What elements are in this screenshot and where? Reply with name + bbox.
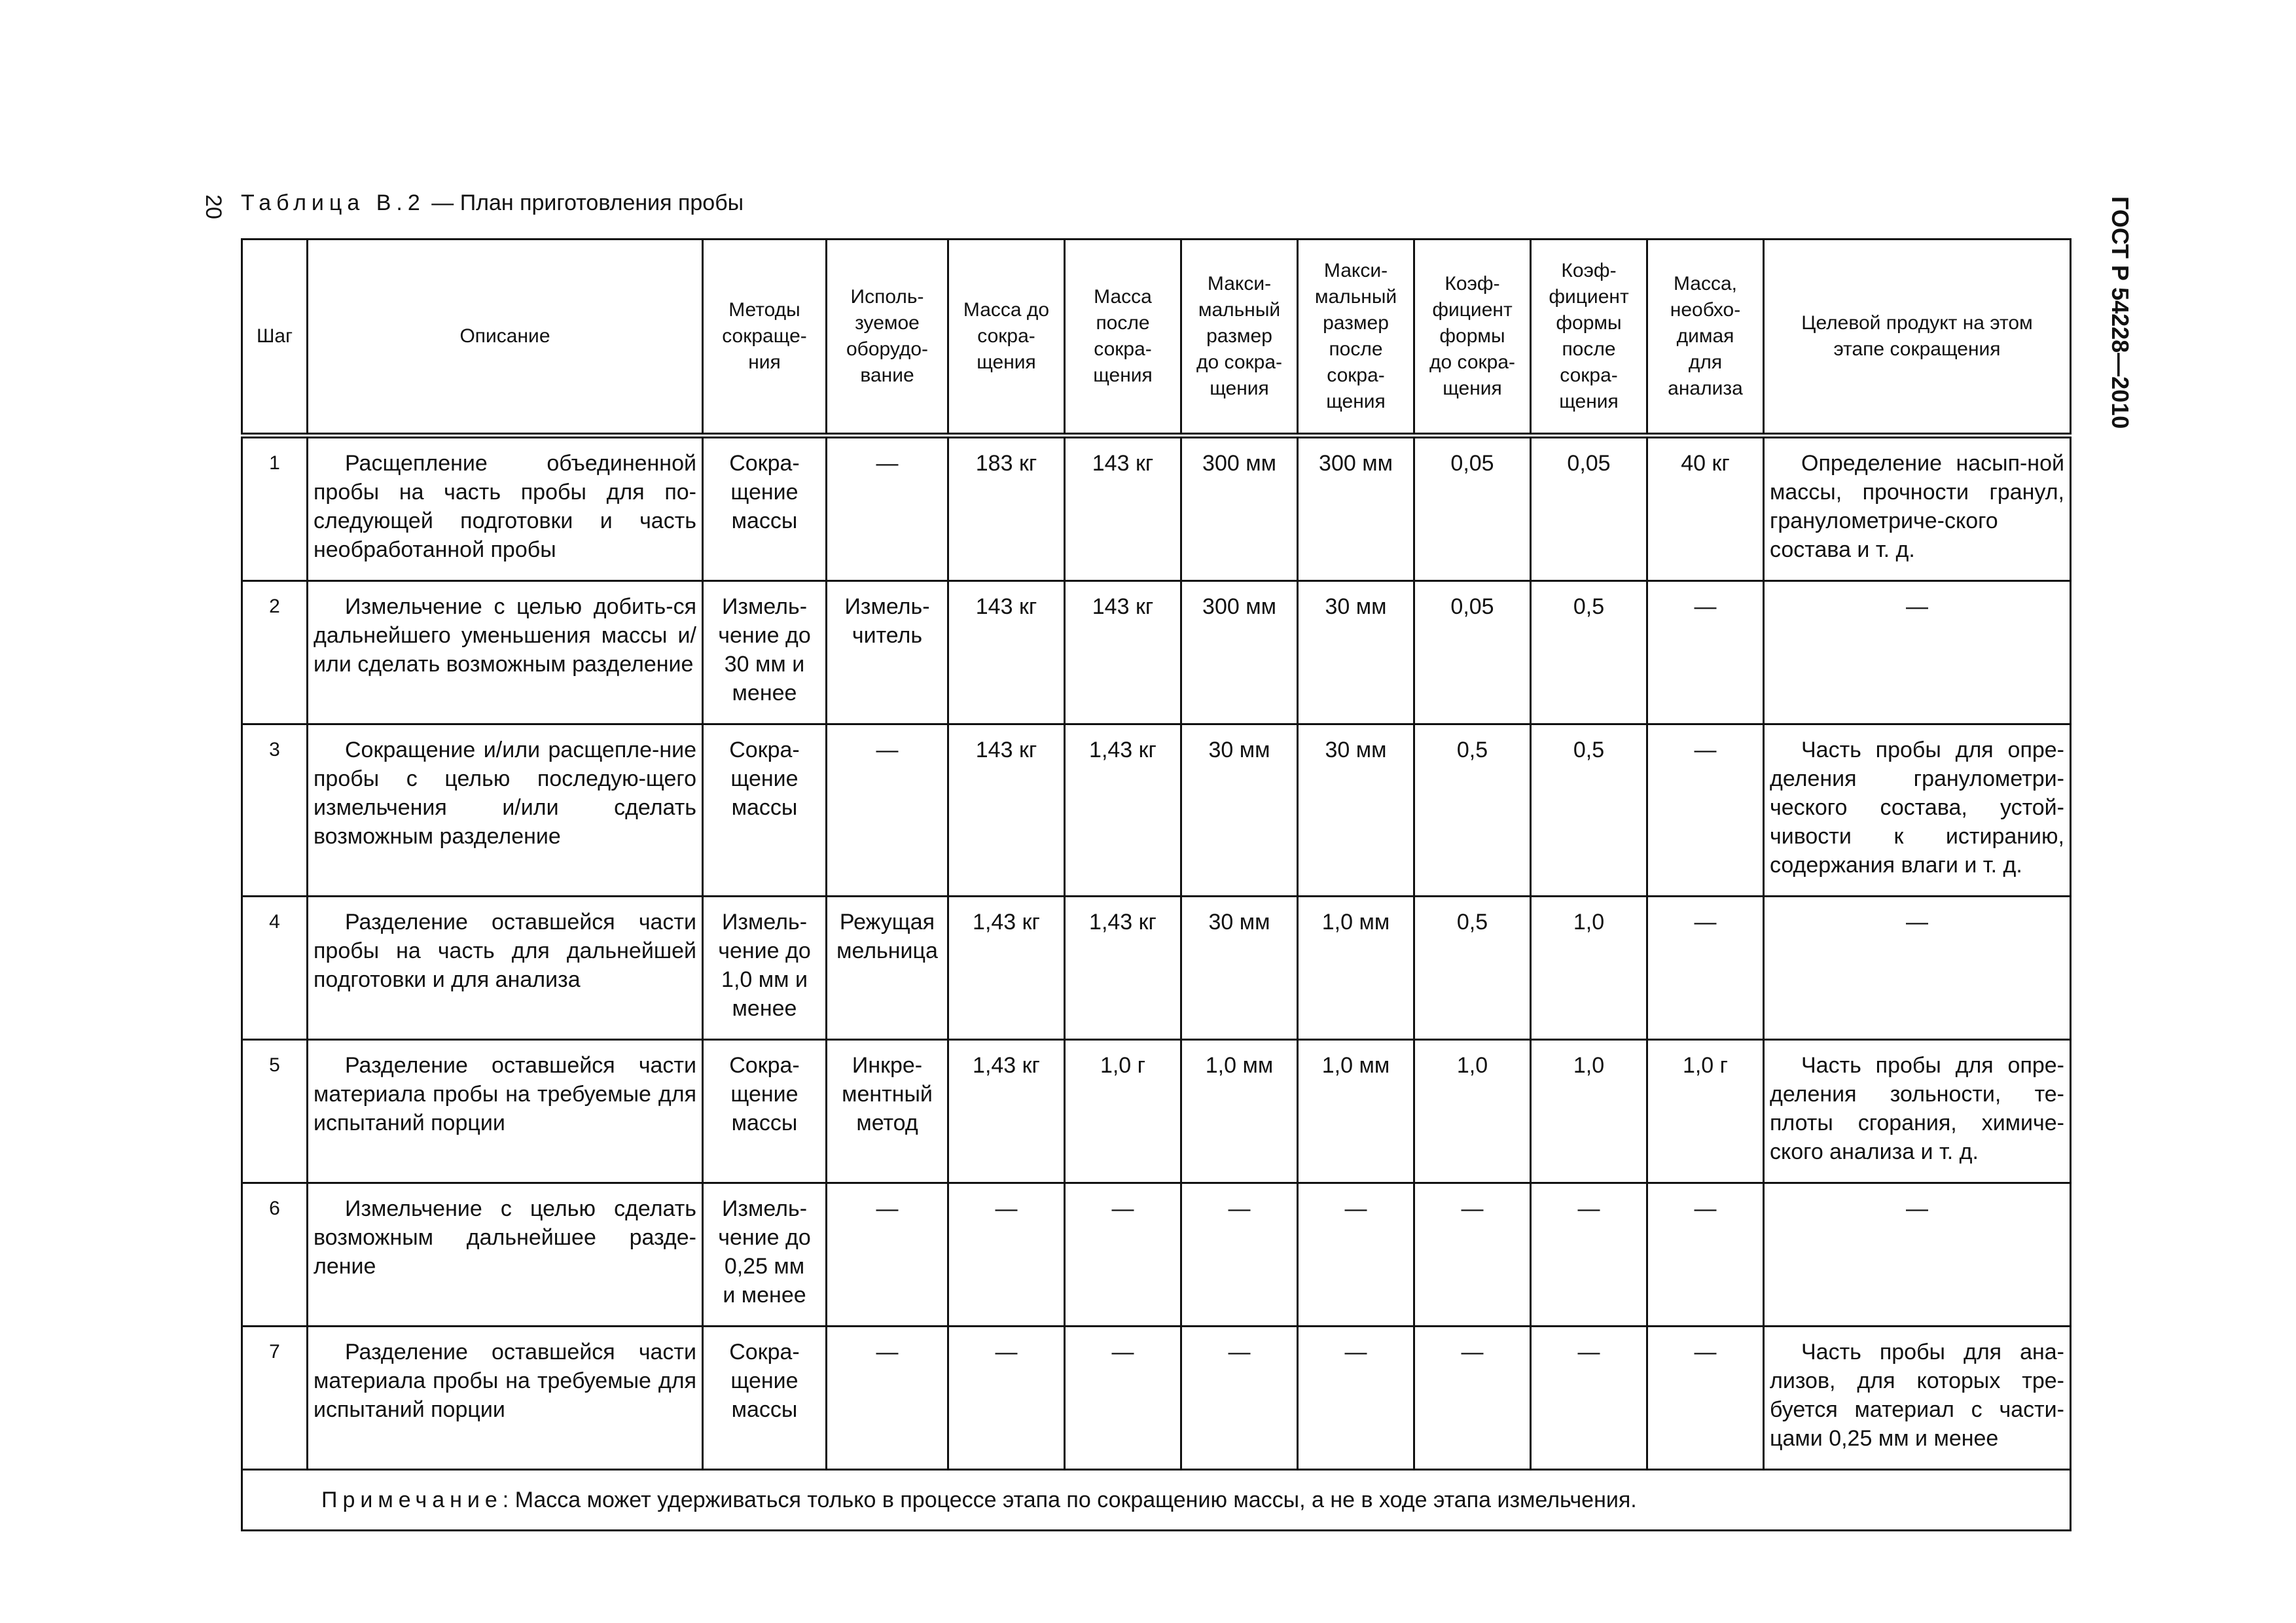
header-shape-coef-before	[1414, 240, 1531, 436]
equipment-cell	[827, 724, 948, 897]
cell-line: формы	[1556, 312, 1622, 334]
description-cell: Измельчение с целью сделать возможным дальнейшее разде-ление	[308, 1183, 703, 1327]
table-note-label: Примечание	[321, 1488, 503, 1512]
cell-line: Методы	[728, 299, 800, 321]
equipment-cell	[827, 581, 948, 724]
header-required-mass	[1647, 240, 1764, 436]
table-caption	[241, 190, 744, 216]
cell-line: мельница	[836, 938, 938, 963]
mass-before-cell: 183 кг	[948, 436, 1065, 581]
table-row	[242, 1183, 2071, 1327]
required-mass-cell: —	[1647, 581, 1764, 724]
mass-after-cell: —	[1065, 1183, 1181, 1327]
cell-line: сокраще-	[722, 325, 807, 347]
header-step: Шаг	[242, 240, 308, 436]
shape-coef-before-cell: —	[1414, 1327, 1531, 1470]
mass-before-cell: 143 кг	[948, 724, 1065, 897]
description-cell: Измельчение с целью добить-ся дальнейшего уменьшения массы и/или сделать возможным разделение	[308, 581, 703, 724]
cell-line: 0,25 мм	[724, 1254, 805, 1279]
cell-line: Измель-	[721, 594, 808, 619]
cell-line: мальный	[1198, 299, 1281, 321]
cell-line: после	[1329, 338, 1383, 360]
cell-line: щения	[977, 351, 1036, 373]
shape-coef-after-cell: 0,5	[1531, 581, 1647, 724]
required-mass-cell: 40 кг	[1647, 436, 1764, 581]
table-note	[242, 1470, 2071, 1531]
table-row	[242, 581, 2071, 724]
cell-line: и менее	[723, 1283, 806, 1308]
shape-coef-after-cell: —	[1531, 1183, 1647, 1327]
shape-coef-after-cell: 0,05	[1531, 436, 1647, 581]
cell-line: Масса,	[1673, 273, 1738, 294]
step-cell: 1	[242, 436, 308, 581]
cell-line: Сокра-	[729, 738, 800, 762]
cell-line: вание	[860, 365, 914, 386]
shape-coef-before-cell: 0,05	[1414, 581, 1531, 724]
required-mass-cell: —	[1647, 1183, 1764, 1327]
description-cell: Разделение оставшейся части пробы на часть для дальнейшей подготовки и для анализа	[308, 897, 703, 1040]
equipment-cell	[827, 1183, 948, 1327]
max-size-before-cell: 30 мм	[1181, 724, 1298, 897]
cell-line: до сокра-	[1196, 351, 1283, 373]
methods-cell	[703, 897, 827, 1040]
cell-line: массы	[731, 1397, 798, 1422]
max-size-before-cell: 30 мм	[1181, 897, 1298, 1040]
cell-line: Измель-	[844, 594, 930, 619]
header-target-product	[1764, 240, 2071, 436]
cell-line: Измель-	[721, 910, 808, 935]
methods-cell	[703, 724, 827, 897]
shape-coef-after-cell: 1,0	[1531, 897, 1647, 1040]
cell-line: —	[876, 738, 899, 762]
cell-line: менее	[732, 996, 797, 1021]
shape-coef-after-cell: 0,5	[1531, 724, 1647, 897]
shape-coef-after-cell: 1,0	[1531, 1040, 1647, 1183]
equipment-cell	[827, 897, 948, 1040]
required-mass-cell: 1,0 г	[1647, 1040, 1764, 1183]
cell-line: фициент	[1549, 286, 1629, 308]
cell-line: щения	[1210, 378, 1269, 399]
cell-line: Сокра-	[729, 451, 800, 476]
max-size-after-cell: 1,0 мм	[1298, 1040, 1414, 1183]
equipment-cell	[827, 1040, 948, 1183]
description-cell: Сокращение и/или расщепле-ние пробы с целью последую-щего измельчения и/или сделать возможным разделение	[308, 724, 703, 897]
cell-line: зуемое	[855, 312, 920, 334]
mass-before-cell: —	[948, 1327, 1065, 1470]
max-size-before-cell: —	[1181, 1183, 1298, 1327]
cell-line: —	[876, 451, 899, 476]
max-size-after-cell: 1,0 мм	[1298, 897, 1414, 1040]
required-mass-cell: —	[1647, 1327, 1764, 1470]
cell-line: массы	[731, 1111, 798, 1135]
cell-line: Исполь-	[850, 286, 924, 308]
cell-line: 30 мм и	[724, 652, 805, 677]
cell-line: фициент	[1432, 299, 1513, 321]
cell-line: читель	[852, 623, 923, 648]
cell-line: —	[876, 1196, 899, 1221]
step-cell: 3	[242, 724, 308, 897]
sample-preparation-table	[241, 238, 2072, 1531]
cell-line: Измель-	[721, 1196, 808, 1221]
mass-after-cell: 143 кг	[1065, 436, 1181, 581]
required-mass-cell: —	[1647, 724, 1764, 897]
cell-line: необхо-	[1670, 299, 1741, 321]
cell-line: метод	[856, 1111, 918, 1135]
cell-line: сокра-	[1560, 365, 1618, 386]
cell-line: размер	[1206, 325, 1272, 347]
mass-after-cell: —	[1065, 1327, 1181, 1470]
cell-line: Макси-	[1207, 273, 1272, 294]
cell-line: анализа	[1668, 378, 1743, 399]
cell-line: 1,0 мм и	[721, 967, 808, 992]
step-cell: 4	[242, 897, 308, 1040]
mass-after-cell: 1,43 кг	[1065, 897, 1181, 1040]
cell-line: чение до	[718, 938, 811, 963]
header-max-size-before	[1181, 240, 1298, 436]
cell-line: массы	[731, 795, 798, 820]
table-row	[242, 1327, 2071, 1470]
table-row	[242, 724, 2071, 897]
cell-line: Сокра-	[729, 1340, 800, 1364]
cell-line: мальный	[1314, 286, 1397, 308]
cell-line: щения	[1559, 391, 1619, 412]
header-max-size-after	[1298, 240, 1414, 436]
cell-line: ния	[748, 351, 781, 373]
cell-line: сокра-	[1094, 338, 1152, 360]
cell-line: Масса	[1094, 286, 1152, 308]
methods-cell	[703, 436, 827, 581]
max-size-after-cell: —	[1298, 1183, 1414, 1327]
cell-line: для	[1688, 351, 1723, 373]
max-size-before-cell: 300 мм	[1181, 581, 1298, 724]
cell-line: Макси-	[1323, 260, 1388, 281]
step-cell: 2	[242, 581, 308, 724]
cell-line: щения	[1326, 391, 1386, 412]
cell-line: Инкре-	[852, 1053, 923, 1078]
cell-line: щение	[730, 766, 798, 791]
cell-line: оборудо-	[846, 338, 929, 360]
table-note-text: : Масса может удерживаться только в процессе этапа по сокращению массы, а не в ходе этапа измельчения.	[502, 1488, 1637, 1512]
max-size-after-cell: 30 мм	[1298, 724, 1414, 897]
shape-coef-before-cell: 0,5	[1414, 897, 1531, 1040]
cell-line: формы	[1439, 325, 1505, 347]
mass-before-cell: —	[948, 1183, 1065, 1327]
shape-coef-after-cell: —	[1531, 1327, 1647, 1470]
methods-cell	[703, 1040, 827, 1183]
mass-before-cell: 143 кг	[948, 581, 1065, 724]
target-product-cell: —	[1764, 897, 2071, 1040]
cell-line: после	[1096, 312, 1150, 334]
cell-line: сокра-	[1327, 365, 1385, 386]
max-size-before-cell: —	[1181, 1327, 1298, 1470]
cell-line: чение до	[718, 623, 811, 648]
page-number: 20	[201, 194, 226, 219]
methods-cell	[703, 1327, 827, 1470]
shape-coef-before-cell: 0,5	[1414, 724, 1531, 897]
cell-line: Коэф-	[1444, 273, 1500, 294]
max-size-after-cell: 300 мм	[1298, 436, 1414, 581]
cell-line: после	[1562, 338, 1616, 360]
step-cell: 5	[242, 1040, 308, 1183]
required-mass-cell: —	[1647, 897, 1764, 1040]
cell-line: Коэф-	[1561, 260, 1617, 281]
methods-cell	[703, 581, 827, 724]
description-cell: Разделение оставшейся части материала пробы на требуемые для испытаний порции	[308, 1040, 703, 1183]
cell-line: щения	[1443, 378, 1502, 399]
cell-line: щение	[730, 1082, 798, 1107]
cell-line: сокра-	[977, 325, 1035, 347]
step-cell: 7	[242, 1327, 308, 1470]
cell-line: Сокра-	[729, 1053, 800, 1078]
mass-before-cell: 1,43 кг	[948, 897, 1065, 1040]
cell-line: Масса до	[963, 299, 1050, 321]
header-shape-coef-after	[1531, 240, 1647, 436]
table-header-row	[242, 240, 2071, 436]
cell-line: чение до	[718, 1225, 811, 1250]
table-caption-label: Таблица В.2	[241, 190, 425, 215]
header-methods	[703, 240, 827, 436]
cell-line: ментный	[842, 1082, 933, 1107]
cell-line: массы	[731, 508, 798, 533]
cell-line: щения	[1093, 365, 1153, 386]
shape-coef-before-cell: —	[1414, 1183, 1531, 1327]
cell-line: Целевой продукт на этом	[1801, 312, 2033, 334]
cell-line: размер	[1323, 312, 1389, 334]
equipment-cell	[827, 436, 948, 581]
target-product-cell: Часть пробы для ана-лизов, для которых тре-буется материал с части-цами 0,25 мм и менее	[1764, 1327, 2071, 1470]
max-size-after-cell: —	[1298, 1327, 1414, 1470]
target-product-cell: Определение насып-ной массы, прочности гранул, гранулометриче-ского состава и т. д.	[1764, 436, 2071, 581]
target-product-cell: —	[1764, 1183, 2071, 1327]
cell-line: щение	[730, 480, 798, 505]
target-product-cell: Часть пробы для опре-деления гранулометри-ческого состава, устой-чивости к истиранию, содержания влаги и т. д.	[1764, 724, 2071, 897]
step-cell: 6	[242, 1183, 308, 1327]
max-size-after-cell: 30 мм	[1298, 581, 1414, 724]
table-caption-text: — План приготовления пробы	[425, 190, 744, 215]
max-size-before-cell: 1,0 мм	[1181, 1040, 1298, 1183]
header-mass-before	[948, 240, 1065, 436]
mass-after-cell: 1,0 г	[1065, 1040, 1181, 1183]
table-note-row	[242, 1470, 2071, 1531]
cell-line: до сокра-	[1429, 351, 1516, 373]
description-cell: Разделение оставшейся части материала пробы на требуемые для испытаний порции	[308, 1327, 703, 1470]
cell-line: Режущая	[839, 910, 935, 935]
header-equipment	[827, 240, 948, 436]
header-mass-after	[1065, 240, 1181, 436]
mass-after-cell: 1,43 кг	[1065, 724, 1181, 897]
cell-line: димая	[1676, 325, 1734, 347]
max-size-before-cell: 300 мм	[1181, 436, 1298, 581]
shape-coef-before-cell: 0,05	[1414, 436, 1531, 581]
header-description: Описание	[308, 240, 703, 436]
cell-line: —	[876, 1340, 899, 1364]
equipment-cell	[827, 1327, 948, 1470]
mass-before-cell: 1,43 кг	[948, 1040, 1065, 1183]
mass-after-cell: 143 кг	[1065, 581, 1181, 724]
table-row	[242, 436, 2071, 581]
table-row	[242, 897, 2071, 1040]
methods-cell	[703, 1183, 827, 1327]
cell-line: этапе сокращения	[1833, 338, 2001, 360]
document-code: ГОСТ Р 54228—2010	[2107, 196, 2134, 429]
shape-coef-before-cell: 1,0	[1414, 1040, 1531, 1183]
table-row	[242, 1040, 2071, 1183]
target-product-cell: Часть пробы для опре-деления зольности, те-плоты сгорания, химиче-ского анализа и т. д.	[1764, 1040, 2071, 1183]
cell-line: щение	[730, 1368, 798, 1393]
target-product-cell: —	[1764, 581, 2071, 724]
description-cell: Расщепление объединенной пробы на часть пробы для по-следующей подготовки и часть необработанной пробы	[308, 436, 703, 581]
cell-line: менее	[732, 681, 797, 705]
